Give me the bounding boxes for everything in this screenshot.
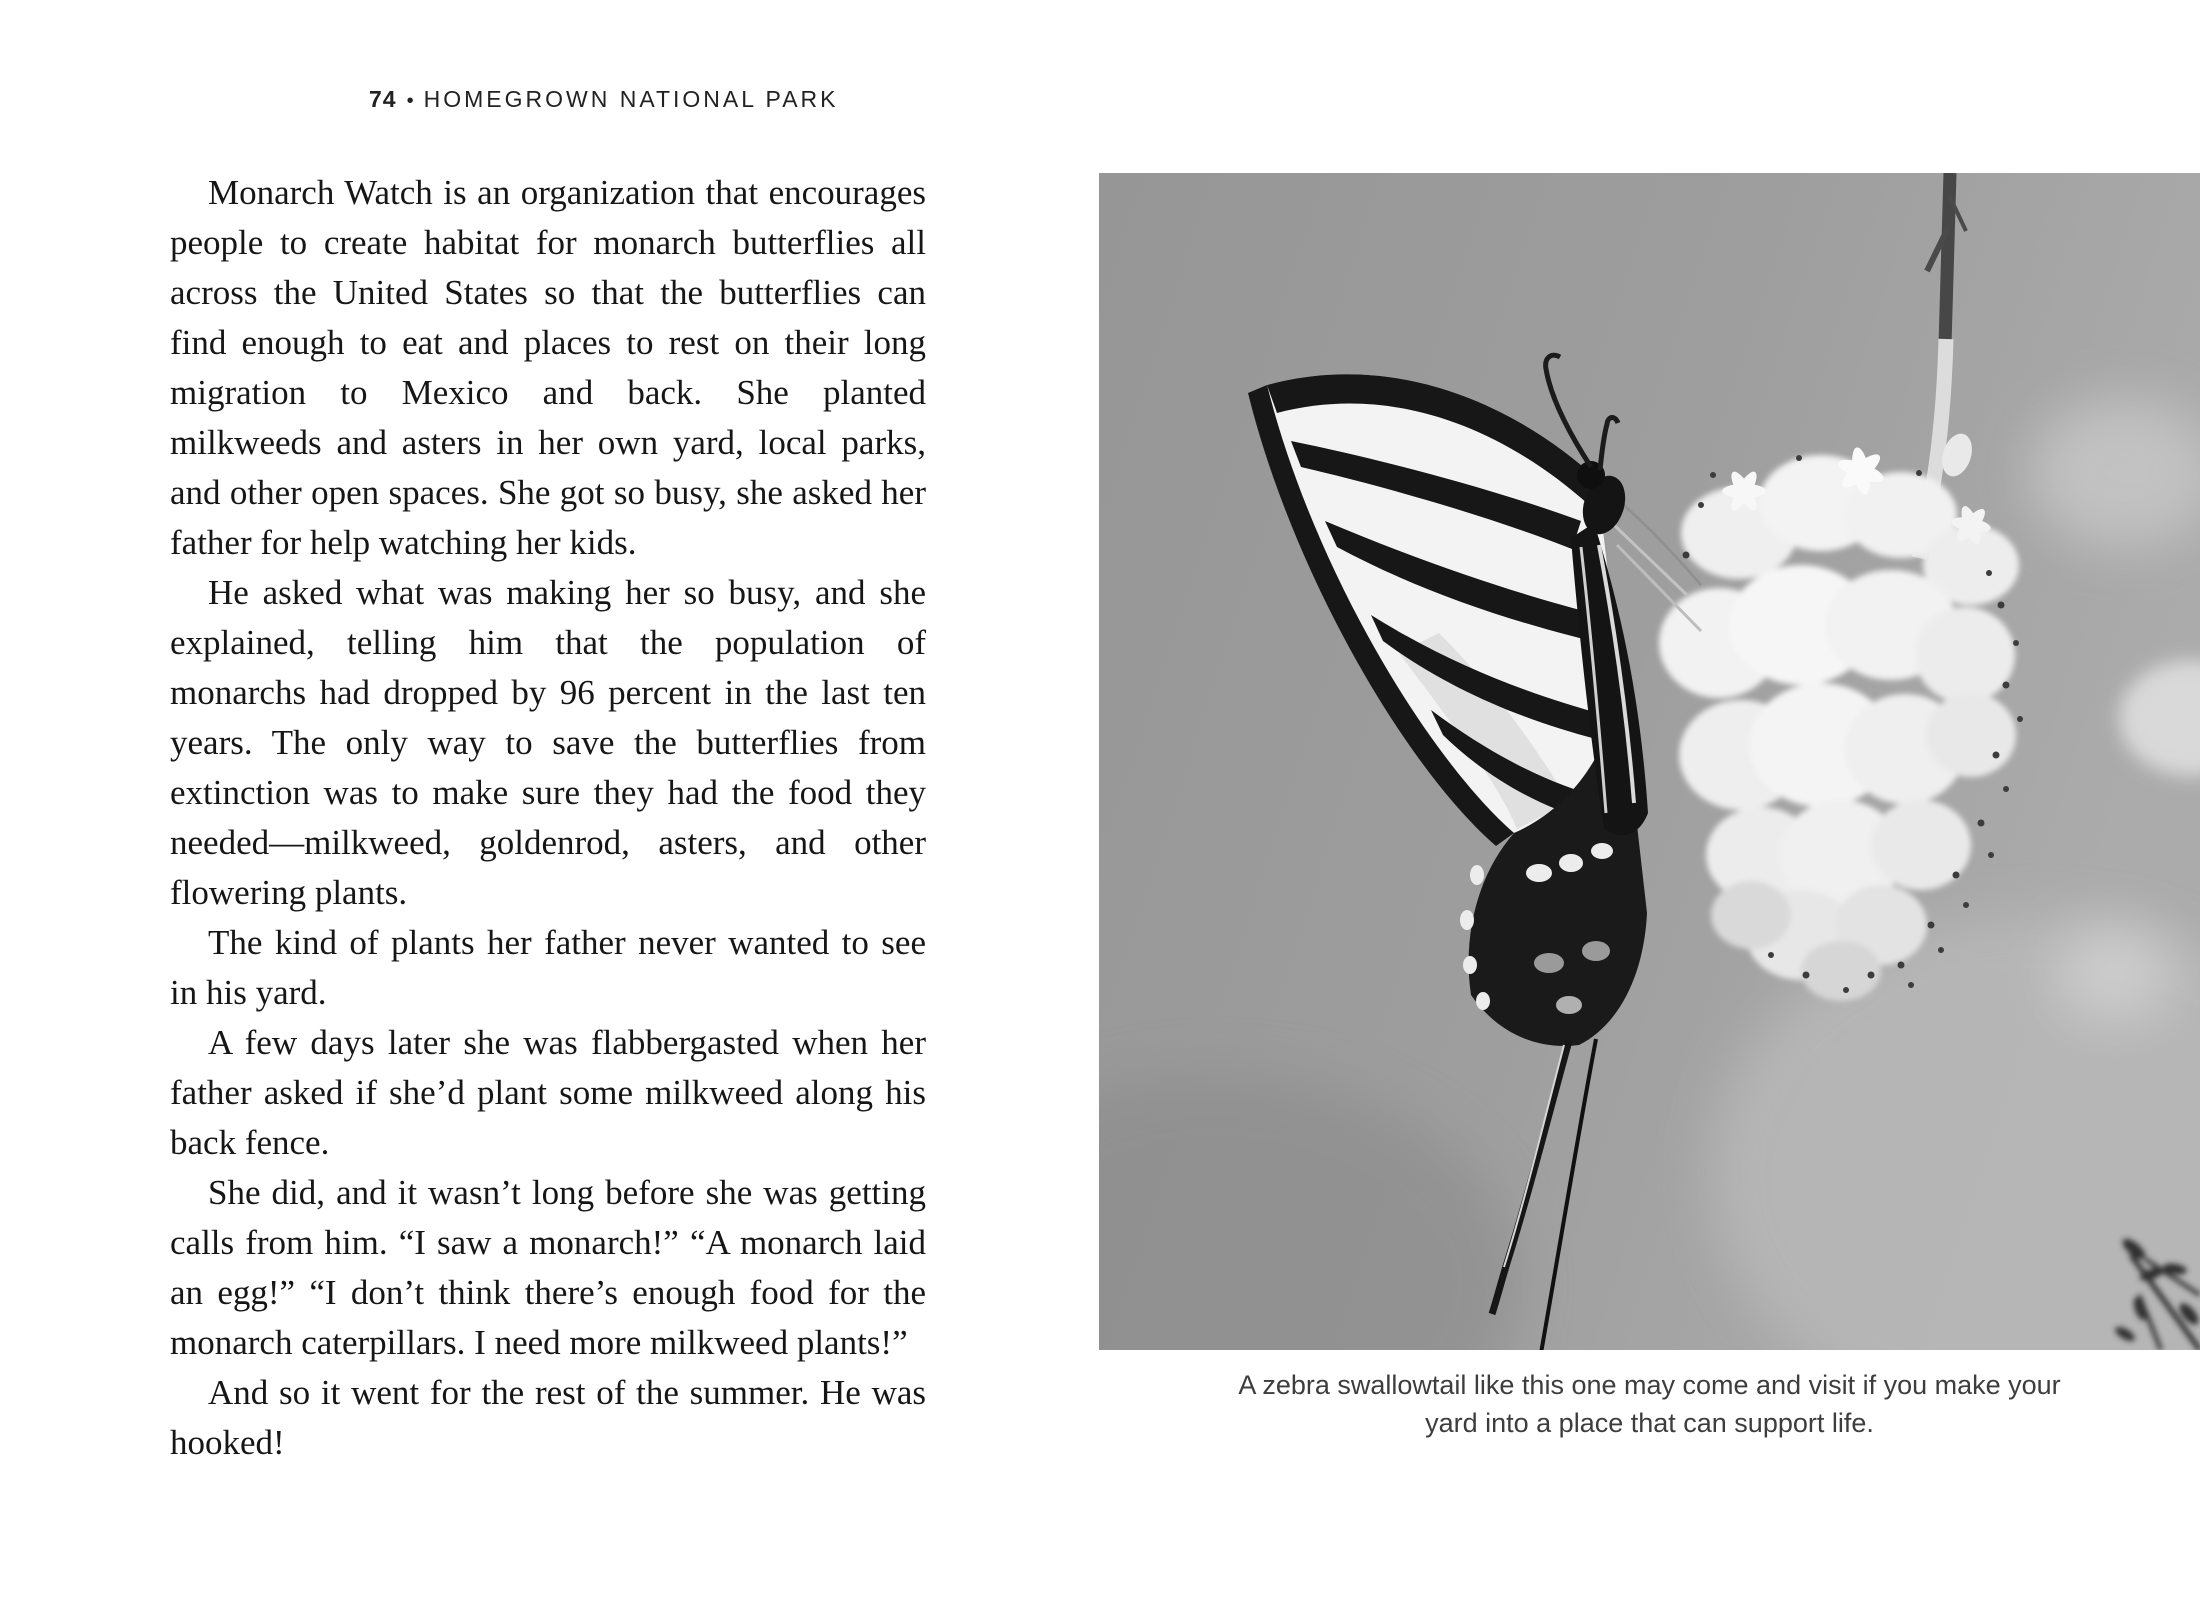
body-text-column [170,168,926,1468]
book-title: HOMEGROWN NATIONAL PARK [423,86,839,112]
butterfly-photo-svg [1099,173,2200,1350]
page-number: 74 [369,86,397,112]
photo-background [1099,173,2200,1350]
body-paragraph: A few days later she was flabbergasted when her father asked if she’d plant some milkweed along his back fence. [170,1023,926,1162]
body-paragraph: The kind of plants her father never wanted to see in his yard. [170,923,926,1012]
photo-caption [1099,1366,2200,1442]
body-paragraph: And so it went for the rest of the summer. He was hooked! [170,1373,926,1462]
running-head [369,86,839,113]
photo-caption-text: A zebra swallowtail like this one may come and visit if you make your yard into a place that can support life. [1238,1370,2061,1438]
body-paragraph: Monarch Watch is an organization that encourages people to create habitat for monarch butterflies all across the United States so that the butterflies can find enough to eat and places to rest on their long migration to Mexico and back. She planted milkweeds and asters in her own yard, local parks, and other open spaces. She got so busy, she asked her father for help watching her kids. [170,173,926,562]
butterfly-photo [1099,173,2200,1350]
body-paragraph: She did, and it wasn’t long before she was getting calls from him. “I saw a monarch!” “A monarch laid an egg!” “I don’t think there’s enough food for the monarch caterpillars. I need more milkweed plants!” [170,1173,926,1362]
body-paragraph: He asked what was making her so busy, and she explained, telling him that the population of monarchs had dropped by 96 percent in the last ten years. The only way to save the butterflies from extinction was to make sure they had the food they needed—milkweed, goldenrod, asters, and other flowering plants. [170,573,926,912]
header-bullet-separator: • [406,90,414,112]
